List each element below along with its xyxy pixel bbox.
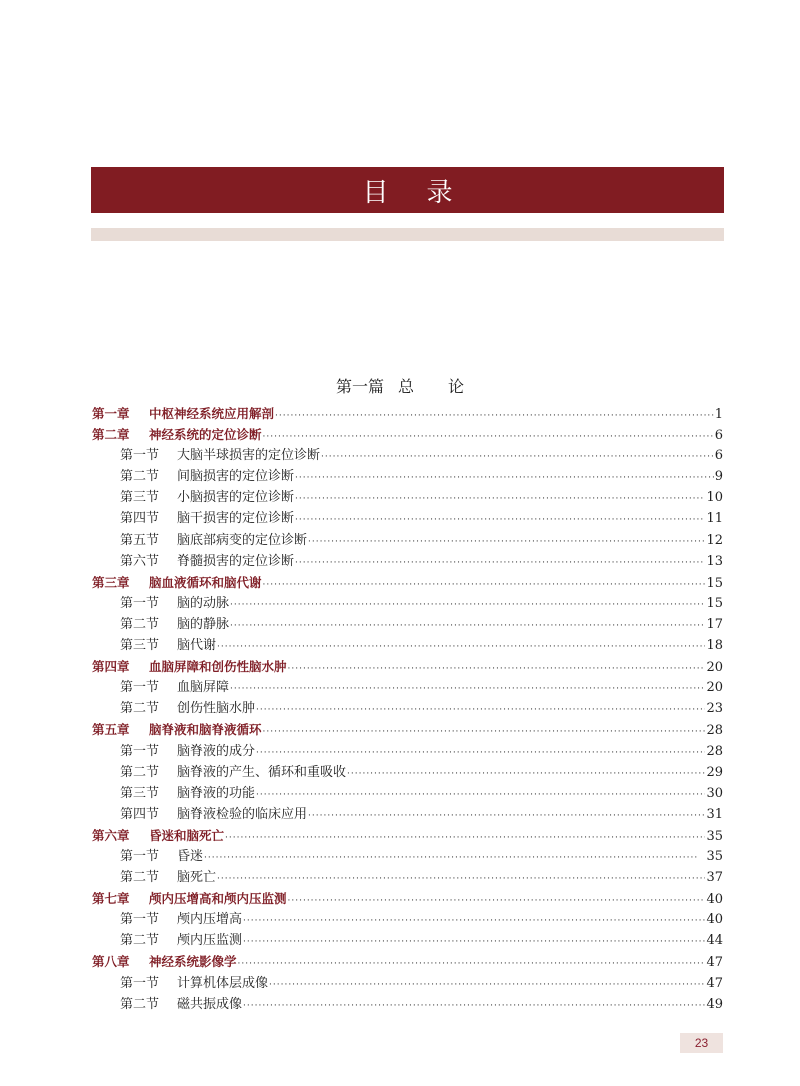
entry-page-number: 44	[706, 933, 723, 949]
entry-number: 第一节	[120, 743, 160, 759]
entry-title: 脑的静脉	[177, 616, 230, 632]
part-title-1: 总	[397, 377, 414, 396]
dot-leader	[217, 637, 705, 658]
entry-page-number: 29	[706, 764, 723, 780]
toc-section-entry[interactable]	[92, 593, 723, 614]
toc-section-entry[interactable]	[92, 804, 723, 825]
dot-leader	[308, 532, 705, 553]
entry-page-number: 28	[706, 743, 723, 759]
entry-title: 脑脊液的成分	[177, 743, 256, 759]
toc-title: 目录	[362, 177, 491, 208]
entry-page-number: 11	[706, 511, 723, 527]
entry-number: 第二章	[92, 427, 130, 443]
toc-section-entry[interactable]	[92, 783, 723, 804]
entry-number: 第三节	[120, 638, 160, 654]
entry-title: 颅内压监测	[177, 933, 243, 949]
part-title-2: 论	[448, 377, 465, 396]
toc-section-entry[interactable]	[92, 508, 723, 529]
entry-number: 第四节	[120, 806, 160, 822]
entry-title: 昏迷和脑死亡	[149, 827, 225, 843]
entry-number: 第六节	[120, 553, 160, 569]
dot-leader	[269, 975, 705, 996]
dot-leader	[321, 447, 714, 468]
entry-number: 第四章	[92, 659, 130, 675]
entry-page-number: 35	[706, 828, 723, 844]
entry-number: 第二节	[120, 616, 160, 632]
entry-number: 第四节	[120, 511, 160, 527]
dot-leader	[295, 489, 705, 510]
entry-number: 第三节	[120, 490, 160, 506]
entry-number: 第五章	[92, 722, 130, 738]
table-of-contents	[92, 403, 723, 1015]
dot-leader	[295, 468, 714, 489]
entry-number: 第三章	[92, 574, 130, 590]
entry-page-number: 31	[706, 806, 723, 822]
entry-number: 第二节	[120, 933, 160, 949]
dot-leader	[263, 722, 706, 743]
toc-section-entry[interactable]	[92, 867, 723, 888]
entry-page-number: 15	[706, 575, 723, 591]
dot-leader	[263, 427, 714, 448]
entry-title: 脑干损害的定位诊断	[177, 511, 295, 527]
entry-number: 第一节	[120, 975, 160, 991]
toc-section-entry[interactable]	[92, 909, 723, 930]
entry-page-number: 15	[706, 595, 723, 611]
entry-title: 颅内压增高	[177, 912, 243, 928]
entry-title: 脑脊液和脑脊液循环	[149, 722, 262, 738]
entry-page-number: 47	[706, 955, 723, 971]
entry-number: 第五节	[120, 532, 160, 548]
dot-leader	[238, 954, 706, 975]
entry-title: 神经系统影像学	[149, 954, 237, 970]
toc-chapter-entry[interactable]	[92, 825, 723, 846]
entry-number: 第二节	[120, 870, 160, 886]
entry-page-number: 40	[706, 912, 723, 928]
entry-number: 第二节	[120, 469, 160, 485]
dot-leader	[243, 911, 705, 932]
toc-chapter-entry[interactable]	[92, 951, 723, 972]
entry-page-number: 12	[706, 532, 723, 548]
entry-title: 脑脊液的功能	[177, 785, 256, 801]
entry-number: 第六章	[92, 827, 130, 843]
entry-title: 中枢神经系统应用解剖	[149, 406, 275, 421]
toc-section-entry[interactable]	[92, 741, 723, 762]
dot-leader	[263, 575, 706, 596]
dot-leader	[288, 659, 706, 680]
toc-section-entry[interactable]	[92, 930, 723, 951]
dot-leader	[256, 743, 705, 764]
entry-title: 大脑半球损害的定位诊断	[177, 448, 321, 464]
toc-chapter-entry[interactable]	[92, 719, 723, 740]
entry-page-number: 28	[706, 723, 723, 739]
entry-title: 磁共振成像	[177, 996, 243, 1012]
entry-title: 脑底部病变的定位诊断	[177, 532, 308, 548]
dot-leader	[288, 891, 706, 912]
toc-chapter-entry[interactable]	[92, 424, 723, 445]
entry-title: 脊髓损害的定位诊断	[177, 553, 295, 569]
entry-title: 计算机体层成像	[177, 975, 269, 991]
entry-title: 创伤性脑水肿	[177, 701, 256, 717]
dot-leader	[308, 806, 705, 827]
entry-title: 脑的动脉	[177, 595, 230, 611]
dot-leader	[275, 406, 714, 427]
entry-page-number: 35	[706, 848, 723, 864]
entry-page-number: 10	[706, 490, 723, 506]
entry-title: 脑脊液的产生、循环和重吸收	[177, 764, 347, 780]
page-number: 23	[694, 1036, 709, 1050]
toc-section-entry[interactable]	[92, 445, 723, 466]
toc-section-entry[interactable]	[92, 994, 723, 1015]
entry-title: 血脑屏障和创伤性脑水肿	[149, 659, 287, 675]
entry-page-number: 1	[714, 407, 723, 422]
entry-page-number: 13	[706, 553, 723, 569]
toc-title-bar	[91, 167, 724, 213]
entry-page-number: 20	[706, 660, 723, 676]
entry-page-number: 9	[714, 469, 723, 485]
entry-page-number: 40	[706, 892, 723, 908]
dot-leader	[347, 764, 705, 785]
entry-title: 脑死亡	[177, 870, 217, 886]
toc-chapter-entry[interactable]	[92, 403, 723, 424]
entry-page-number: 18	[706, 638, 723, 654]
entry-number: 第一节	[120, 912, 160, 928]
entry-number: 第一节	[120, 848, 160, 864]
dot-leader	[225, 828, 705, 849]
toc-section-entry[interactable]	[92, 551, 723, 572]
entry-title: 血脑屏障	[177, 680, 230, 696]
title-underbar-divider	[91, 228, 724, 241]
part-heading	[0, 374, 800, 397]
entry-title: 昏迷	[177, 848, 204, 864]
dot-leader	[230, 679, 705, 700]
dot-leader	[295, 510, 705, 531]
entry-number: 第八章	[92, 954, 130, 970]
entry-page-number: 17	[706, 616, 723, 632]
toc-chapter-entry[interactable]	[92, 572, 723, 593]
entry-number: 第三节	[120, 785, 160, 801]
toc-section-entry[interactable]	[92, 466, 723, 487]
entry-number: 第二节	[120, 996, 160, 1012]
entry-page-number: 6	[714, 448, 723, 464]
dot-leader	[295, 553, 705, 574]
entry-page-number: 47	[706, 975, 723, 991]
entry-page-number: 23	[706, 701, 723, 717]
dot-leader	[204, 848, 705, 869]
entry-number: 第一节	[120, 448, 160, 464]
toc-section-entry[interactable]	[92, 530, 723, 551]
entry-title: 小脑损害的定位诊断	[177, 490, 295, 506]
dot-leader	[243, 932, 705, 953]
toc-section-entry[interactable]	[92, 973, 723, 994]
entry-title: 颅内压增高和颅内压监测	[149, 891, 287, 907]
entry-number: 第二节	[120, 764, 160, 780]
entry-title: 脑血液循环和脑代谢	[149, 574, 262, 590]
entry-number: 第二节	[120, 701, 160, 717]
dot-leader	[256, 785, 705, 806]
entry-number: 第一章	[92, 406, 130, 421]
part-prefix: 第一篇	[335, 377, 384, 396]
toc-section-entry[interactable]	[92, 487, 723, 508]
page-number-badge	[680, 1033, 723, 1053]
entry-page-number: 20	[706, 680, 723, 696]
toc-section-entry[interactable]	[92, 677, 723, 698]
entry-title: 间脑损害的定位诊断	[177, 469, 295, 485]
entry-page-number: 30	[706, 785, 723, 801]
toc-section-entry[interactable]	[92, 846, 723, 867]
dot-leader	[256, 700, 705, 721]
entry-page-number: 49	[706, 996, 723, 1012]
toc-section-entry[interactable]	[92, 698, 723, 719]
dot-leader	[243, 996, 705, 1017]
toc-section-entry[interactable]	[92, 762, 723, 783]
dot-leader	[217, 869, 705, 890]
entry-page-number: 37	[706, 870, 723, 886]
toc-section-entry[interactable]	[92, 614, 723, 635]
entry-title: 神经系统的定位诊断	[149, 427, 262, 443]
toc-chapter-entry[interactable]	[92, 888, 723, 909]
entry-number: 第一节	[120, 595, 160, 611]
entry-title: 脑脊液检验的临床应用	[177, 806, 308, 822]
entry-number: 第七章	[92, 891, 130, 907]
toc-chapter-entry[interactable]	[92, 656, 723, 677]
dot-leader	[230, 595, 705, 616]
entry-number: 第一节	[120, 680, 160, 696]
entry-title: 脑代谢	[177, 638, 217, 654]
toc-section-entry[interactable]	[92, 635, 723, 656]
entry-page-number: 6	[714, 428, 723, 444]
dot-leader	[230, 616, 705, 637]
